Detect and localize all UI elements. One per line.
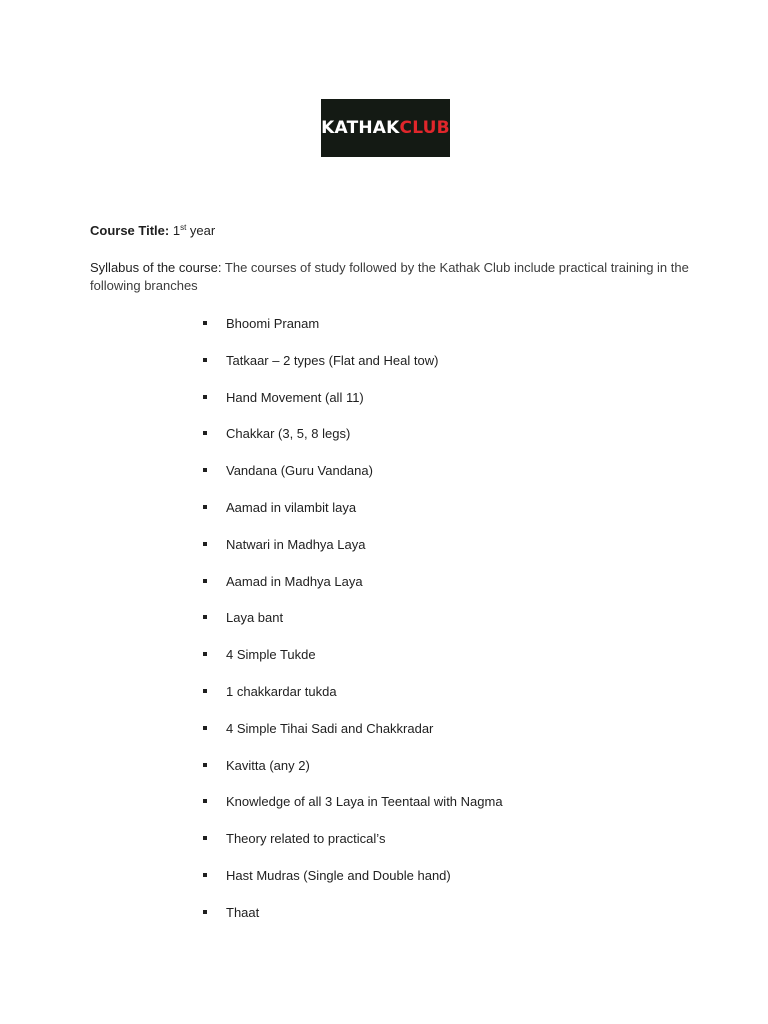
- logo-word-club: CLUB: [399, 117, 450, 138]
- list-item-text: Aamad in vilambit laya: [226, 500, 357, 515]
- list-item: [0, 352, 600, 370]
- list-item-text: 4 Simple Tihai Sadi and Chakkradar: [226, 720, 434, 736]
- list-item: [0, 425, 600, 443]
- bullet-square-icon: [203, 652, 207, 656]
- list-item-text: Laya bant: [226, 610, 284, 626]
- list-item-text: Bhoomi Pranam: [226, 316, 320, 331]
- syllabus-text: The courses of study followed by the Kathak Club include practical training in the following branches: [90, 260, 689, 293]
- list-item: [0, 830, 600, 848]
- list-item: [0, 867, 600, 885]
- list-item: [0, 646, 600, 664]
- list-item: [0, 315, 600, 333]
- list-item-text: 4 Simple Tukde: [226, 647, 316, 663]
- list-item: [0, 573, 600, 591]
- bullet-square-icon: [203, 579, 207, 583]
- bullet-square-icon: [203, 542, 207, 546]
- list-item: [0, 720, 600, 738]
- logo-word-kathak: KATHAK: [321, 117, 400, 138]
- list-item: [0, 683, 600, 701]
- list-item-text: Tatkaar – 2 types (Flat and Heal tow): [226, 352, 439, 368]
- list-item-text: Theory related to practical’s: [226, 831, 386, 847]
- list-item-text: Chakkar (3, 5, 8 legs): [226, 426, 351, 442]
- bullet-square-icon: [203, 358, 207, 362]
- list-item-text: Thaat: [226, 904, 260, 920]
- bullet-square-icon: [203, 836, 207, 840]
- bullet-square-icon: [203, 468, 207, 472]
- list-item: [0, 389, 600, 407]
- course-year-number: 1: [172, 223, 181, 238]
- bullet-square-icon: [203, 910, 207, 914]
- list-item-text: Aamad in Madhya Laya: [226, 573, 363, 589]
- bullet-square-icon: [203, 763, 207, 767]
- bullet-square-icon: [203, 615, 207, 619]
- bullet-square-icon: [203, 726, 207, 730]
- list-item: [0, 757, 600, 775]
- list-item-text: Hast Mudras (Single and Double hand): [226, 868, 451, 883]
- bullet-square-icon: [203, 873, 207, 877]
- bullet-square-icon: [203, 505, 207, 509]
- course-year-word: year: [186, 223, 216, 238]
- list-item-text: Kavitta (any 2): [226, 757, 310, 773]
- list-item: [0, 536, 600, 554]
- course-title-value: [173, 223, 215, 238]
- bullet-square-icon: [203, 395, 207, 399]
- list-item: [0, 609, 600, 627]
- bullet-square-icon: [203, 799, 207, 803]
- list-item-text: 1 chakkardar tukda: [226, 684, 337, 699]
- list-item-text: Vandana (Guru Vandana): [226, 463, 373, 479]
- bullet-square-icon: [203, 689, 207, 693]
- list-item: [0, 462, 600, 480]
- list-item: [0, 793, 600, 811]
- kathak-club-logo: [321, 99, 450, 157]
- course-year-suffix: st: [180, 223, 187, 232]
- bullet-square-icon: [203, 321, 207, 325]
- syllabus-label: Syllabus of the course:: [90, 260, 222, 275]
- list-item-text: Hand Movement (all 11): [226, 389, 364, 405]
- list-item: [0, 499, 600, 517]
- list-item-text: Knowledge of all 3 Laya in Teentaal with Nagma: [226, 794, 503, 810]
- list-item: [0, 904, 600, 922]
- bullet-square-icon: [203, 431, 207, 435]
- course-title-label: Course Title:: [90, 223, 170, 238]
- course-title: [90, 222, 215, 240]
- list-item-text: Natwari in Madhya Laya: [226, 536, 366, 552]
- syllabus-paragraph: [90, 259, 690, 295]
